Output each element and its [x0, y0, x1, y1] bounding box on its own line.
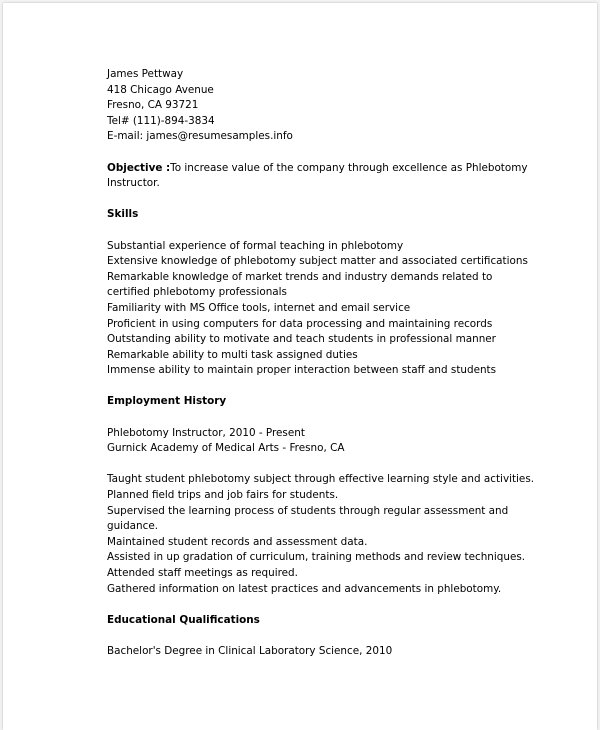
skills-heading: Skills	[107, 208, 139, 221]
contact-city: Fresno, CA 93721	[107, 99, 199, 112]
contact-name: James Pettway	[107, 68, 184, 80]
duty-item: guidance.	[107, 520, 159, 533]
skill-item: Familiarity with MS Office tools, internet and email service	[107, 301, 411, 314]
objective-text-2: Instructor.	[107, 177, 160, 190]
job-title: Phlebotomy Instructor, 2010 - Present	[107, 426, 305, 439]
contact-phone: Tel# (111)-894-3834	[107, 114, 215, 127]
objective-text-1: To increase value of the company through excellence as Phlebotomy	[170, 161, 528, 174]
contact-email: E-mail: james@resumesamples.info	[107, 130, 293, 143]
skill-item: certified phlebotomy professionals	[107, 286, 287, 299]
contact-street: 418 Chicago Avenue	[107, 83, 214, 96]
duty-item: Gathered information on latest practices and advancements in phlebotomy.	[107, 582, 502, 595]
objective-line-1	[107, 161, 547, 177]
resume-content	[107, 67, 547, 660]
skill-item: Remarkable knowledge of market trends and industry demands related to	[107, 270, 493, 283]
job-employer: Gurnick Academy of Medical Arts - Fresno, CA	[107, 442, 345, 455]
skill-item: Extensive knowledge of phlebotomy subject matter and associated certifications	[107, 255, 528, 268]
skill-item: Immense ability to maintain proper interaction between staff and students	[107, 364, 497, 377]
skill-item: Remarkable ability to multi task assigned duties	[107, 348, 358, 361]
duty-item: Supervised the learning process of students through regular assessment and	[107, 504, 509, 517]
duty-item: Planned field trips and job fairs for students.	[107, 489, 339, 502]
duty-item: Taught student phlebotomy subject through effective learning style and activities.	[107, 473, 535, 486]
skill-item: Substantial experience of formal teaching in phlebotomy	[107, 239, 404, 252]
education-degree: Bachelor's Degree in Clinical Laboratory Science, 2010	[107, 644, 393, 657]
skill-item: Proficient in using computers for data processing and maintaining records	[107, 317, 493, 330]
resume-page	[3, 3, 597, 730]
duty-item: Maintained student records and assessment data.	[107, 535, 368, 548]
employment-heading: Employment History	[107, 395, 227, 408]
education-heading: Educational Qualifications	[107, 613, 260, 626]
duty-item: Attended staff meetings as required.	[107, 567, 298, 579]
objective-label: Objective :	[107, 161, 171, 174]
skill-item: Outstanding ability to motivate and teach students in professional manner	[107, 333, 496, 346]
duty-item: Assisted in up gradation of curriculum, training methods and review techniques.	[107, 551, 526, 564]
